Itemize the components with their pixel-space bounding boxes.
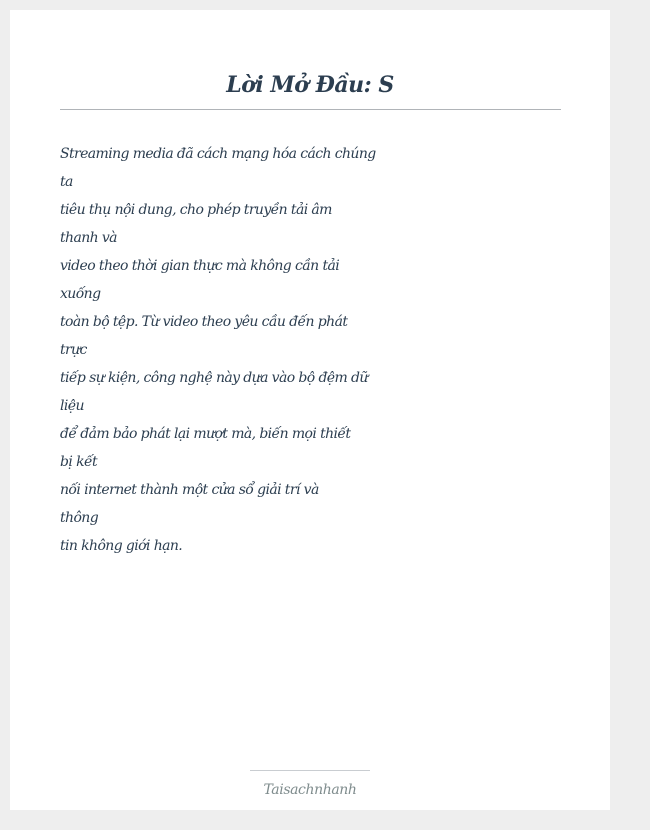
page-title: Lời Mở Đầu: S: [226, 72, 394, 98]
page-footer: Taisachnhanh: [263, 782, 357, 798]
body-line: ta: [60, 174, 73, 190]
body-line: trực: [60, 342, 87, 358]
body-line: bị kết: [60, 454, 98, 470]
document-page: [10, 10, 610, 810]
body-line: liệu: [60, 398, 84, 414]
body-text: [60, 140, 380, 560]
body-line: video theo thời gian thực mà không cần tải: [60, 258, 340, 274]
body-line: tiêu thụ nội dung, cho phép truyền tải âm: [60, 202, 332, 218]
body-line: tiếp sự kiện, công nghệ này dựa vào bộ đệm dữ: [60, 370, 368, 386]
body-line: toàn bộ tệp. Từ video theo yêu cầu đến phát: [60, 314, 348, 330]
body-line: tin không giới hạn.: [60, 538, 183, 554]
body-line: thanh và: [60, 230, 117, 246]
footer-divider: [250, 770, 370, 771]
body-line: xuống: [60, 286, 101, 302]
title-divider: [60, 109, 561, 110]
body-line: để đảm bảo phát lại mượt mà, biến mọi thiết: [60, 426, 351, 442]
body-line: thông: [60, 510, 99, 526]
body-line: nối internet thành một cửa sổ giải trí và: [60, 482, 319, 498]
body-line: Streaming media đã cách mạng hóa cách chúng: [60, 146, 376, 162]
